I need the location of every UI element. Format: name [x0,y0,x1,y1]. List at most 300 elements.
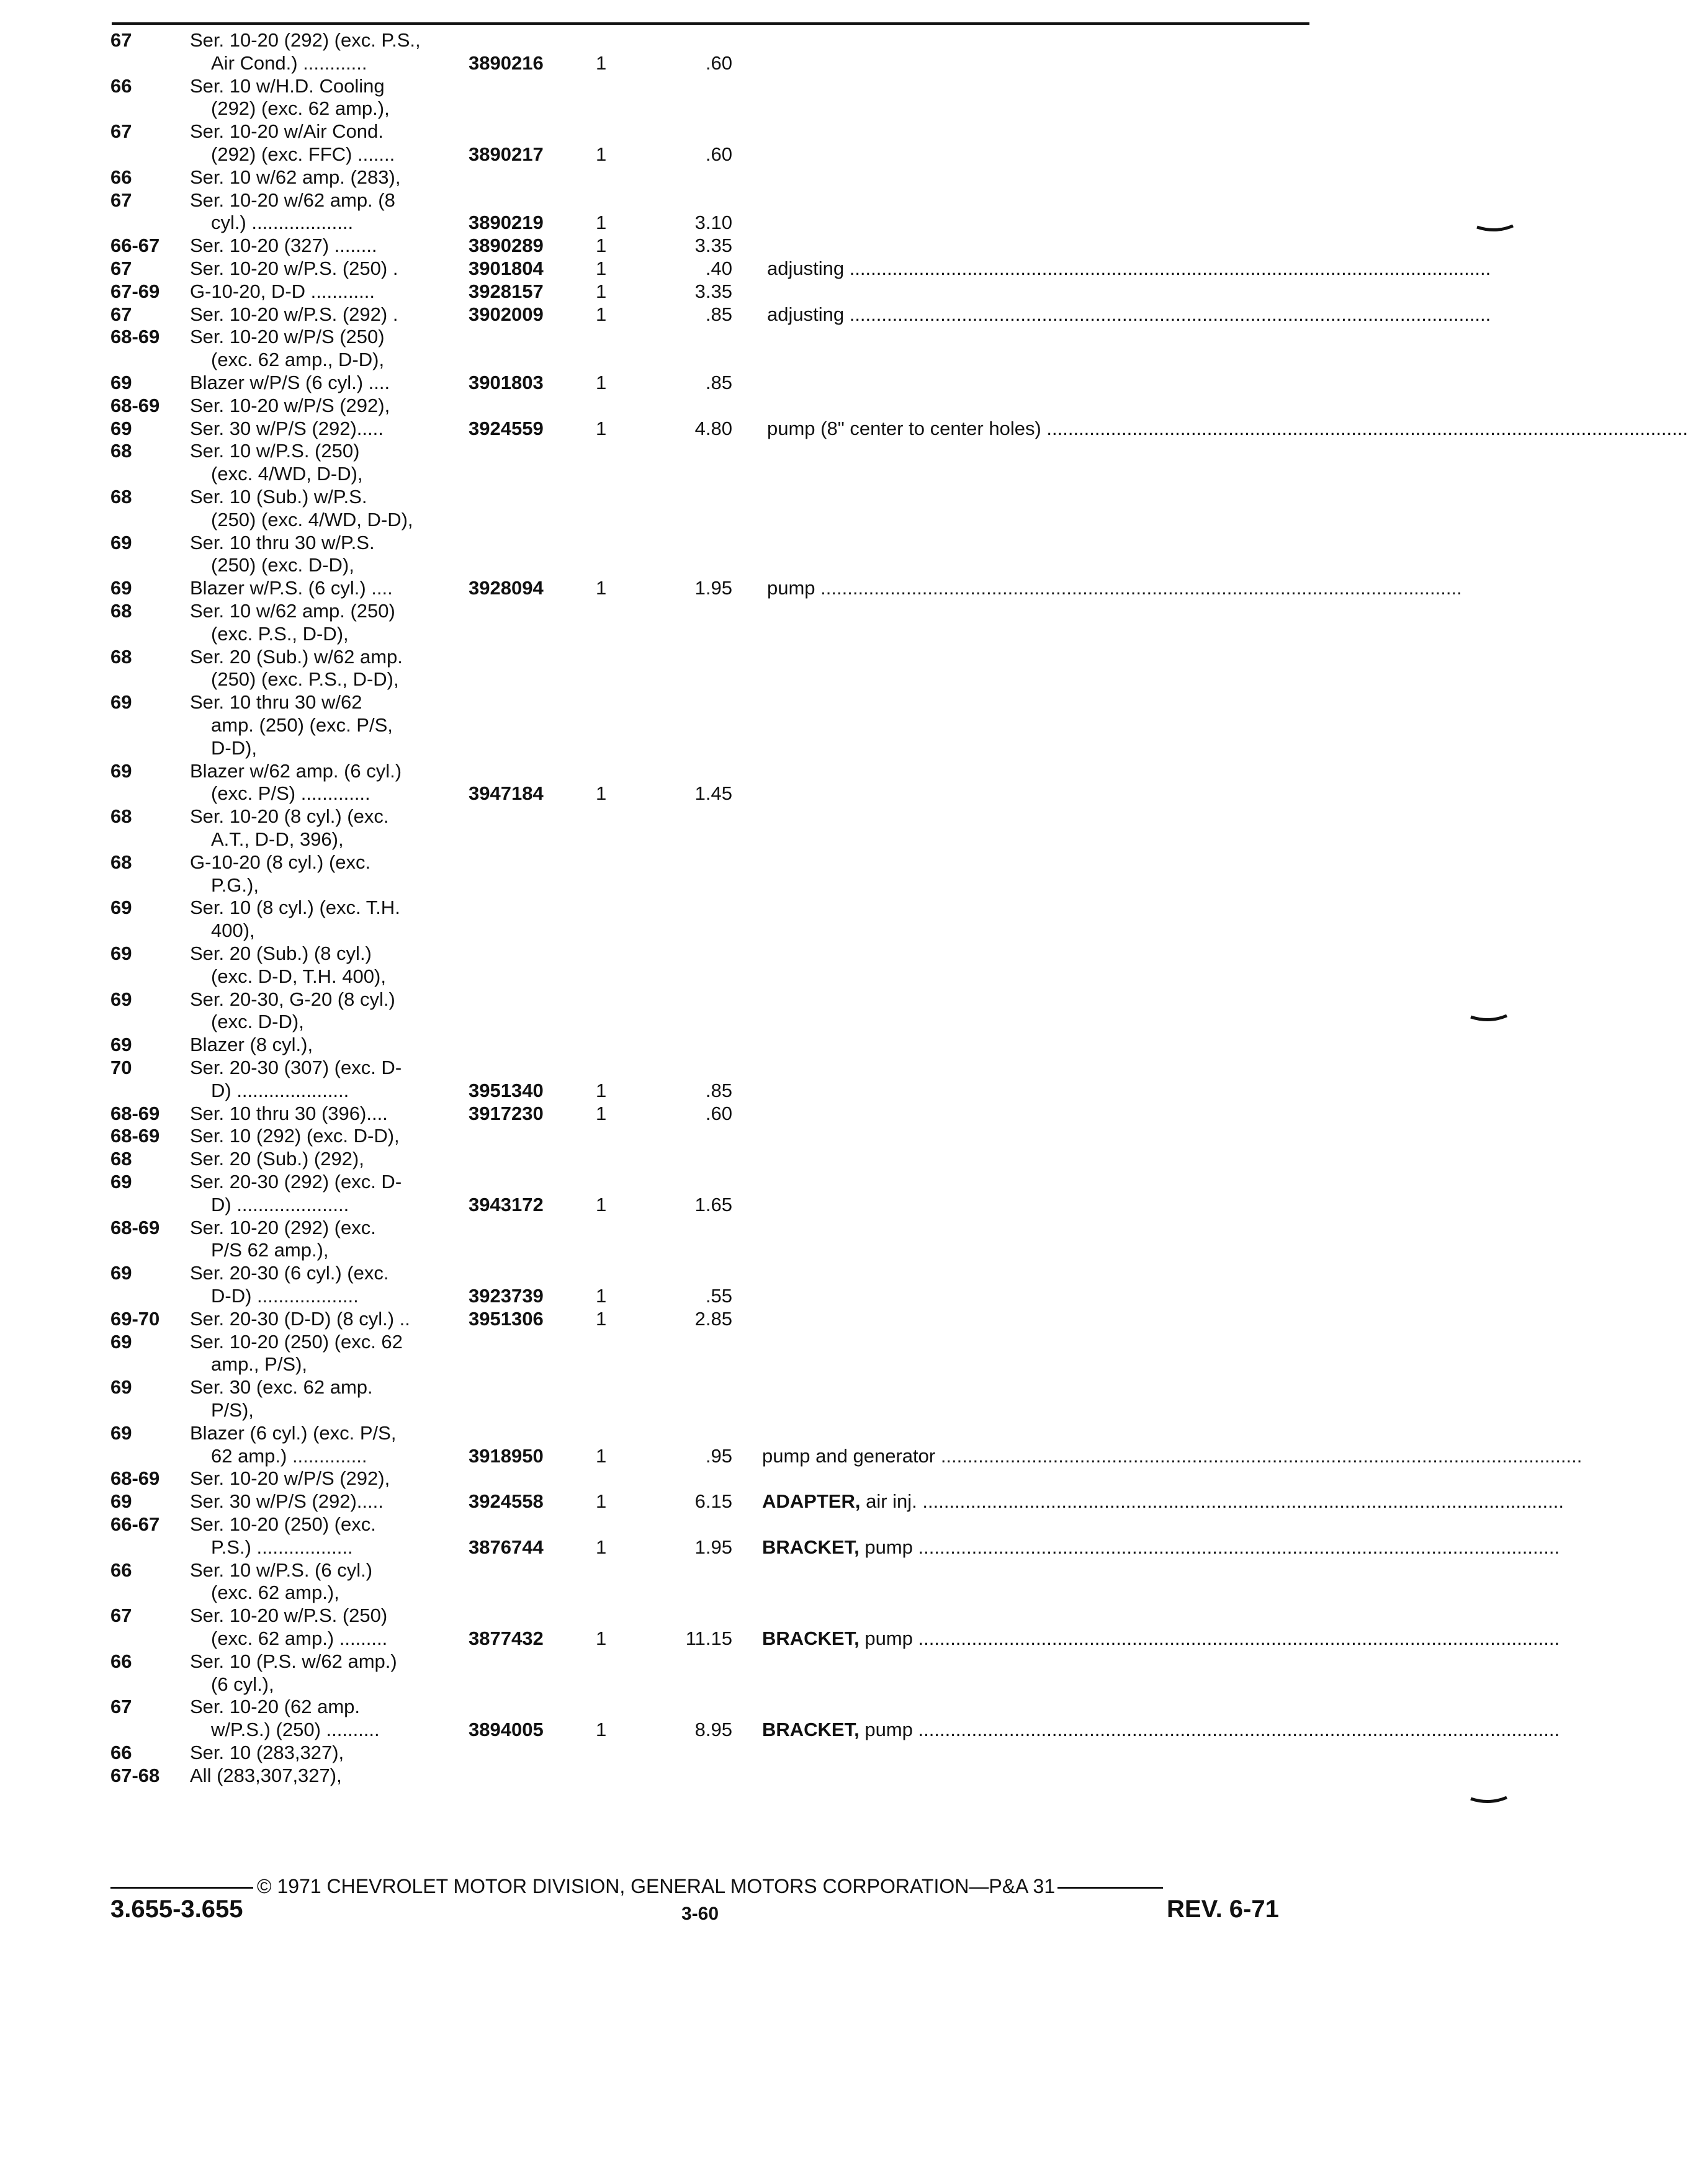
part-name: BRACKET, [762,1627,860,1649]
price: .95 [705,1445,732,1467]
price: .85 [705,372,732,393]
parts-row [0,553,1569,577]
description-text: pump (8" center to center holes) [767,418,1041,439]
part-description [762,1490,1564,1513]
price: 3.35 [694,235,732,256]
part-description [767,257,1491,280]
model-year: 69 [110,988,132,1010]
price: 3.10 [694,212,732,233]
application-text: Ser. 20 (Sub.) (8 cyl.) [190,942,372,964]
description-text: adjusting [767,303,845,325]
application-text: Ser. 10 (292) (exc. D-D), [190,1125,400,1147]
application-text: Air Cond.) ............ [211,52,367,74]
parts-row [0,531,1569,555]
part-number: 3901803 [469,372,544,393]
part-number: 3890219 [469,212,544,233]
leader-dots: ........................................................................................................................ [815,577,1462,599]
parts-row [0,988,1569,1011]
leader-dots: ........................................................................................................................ [912,1536,1560,1558]
model-year: 69 [110,1034,132,1055]
part-number: 3876744 [469,1536,544,1558]
application-text: amp., P/S), [211,1353,308,1375]
parts-row [0,668,1569,691]
application-text: Ser. 20-30 (D-D) (8 cyl.) .. [190,1308,410,1330]
revision-label: REV. 6-71 [1167,1895,1279,1923]
model-year: 66 [110,166,132,188]
price: .85 [705,303,732,325]
parts-row [0,1421,1569,1445]
model-year: 68 [110,646,132,668]
model-year: 67 [110,29,132,51]
margin-mark [1471,1014,1507,1023]
model-year: 68 [110,1148,132,1170]
model-year: 68-69 [110,1103,160,1124]
parts-row [0,280,1569,303]
application-text: Ser. 20-30 (307) (exc. D- [190,1057,402,1078]
quantity: 1 [596,1536,607,1558]
model-year: 69 [110,1331,132,1353]
quantity: 1 [596,280,607,302]
application-text: Blazer w/62 amp. (6 cyl.) [190,760,402,782]
model-year: 68 [110,600,132,622]
model-year: 68-69 [110,1125,160,1147]
part-number: 3923739 [469,1285,544,1307]
parts-row [0,1056,1569,1080]
quantity: 1 [596,1490,607,1512]
model-year: 70 [110,1057,132,1078]
application-text: 62 amp.) .............. [211,1445,367,1467]
parts-row [0,622,1569,646]
model-year: 67 [110,257,132,279]
application-text: Blazer w/P.S. (6 cyl.) .... [190,577,393,599]
application-text: Ser. 10-20 (62 amp. [190,1696,360,1717]
parts-row [0,691,1569,714]
parts-row [0,348,1569,372]
model-year: 66-67 [110,235,160,256]
application-text: Ser. 10 thru 30 (396).... [190,1103,388,1124]
part-description [762,1444,1582,1468]
application-text: Ser. 10 (283,327), [190,1742,344,1763]
leader-dots: ........................................................................................................................ [917,1490,1564,1512]
price: .40 [705,257,732,279]
application-text: (292) (exc. FFC) ....... [211,143,395,165]
model-year: 67 [110,120,132,142]
parts-row [0,599,1569,623]
parts-row [0,303,1569,326]
application-text: Ser. 20 (Sub.) (292), [190,1148,364,1170]
part-name: BRACKET, [762,1719,860,1740]
application-text: Ser. 10-20 w/P.S. (250) . [190,257,398,279]
application-text: Ser. 10 (P.S. w/62 amp.) [190,1650,397,1672]
parts-row [0,714,1569,737]
application-text: Ser. 10-20 (292) (exc. P.S., [190,29,421,51]
application-text: Ser. 10 w/H.D. Cooling [190,75,385,97]
part-number: 3924558 [469,1490,544,1512]
model-year: 68-69 [110,1217,160,1238]
application-text: (exc. 62 amp.) ......... [211,1627,388,1649]
part-description [762,1718,1560,1742]
parts-row [0,1695,1569,1719]
description-text: air inj. [866,1490,917,1512]
application-text: Ser. 10-20 (327) ........ [190,235,377,256]
price: .60 [705,52,732,74]
quantity: 1 [596,1627,607,1649]
leader-dots: ........................................................................................................................ [1041,418,1688,439]
price: .60 [705,1103,732,1124]
application-text: (exc. D-D), [211,1011,304,1032]
application-text: G-10-20 (8 cyl.) (exc. [190,851,371,873]
model-year: 67-69 [110,280,160,302]
quantity: 1 [596,212,607,233]
description-text: pump [864,1719,913,1740]
application-text: Ser. 10 w/62 amp. (250) [190,600,395,622]
parts-row [0,462,1569,486]
parts-row [0,1513,1569,1536]
parts-row [0,234,1569,257]
model-year: 69 [110,577,132,599]
parts-row [0,508,1569,532]
parts-row [0,828,1569,851]
parts-row [0,736,1569,760]
quantity: 1 [596,1103,607,1124]
parts-row [0,120,1569,143]
model-year: 68-69 [110,1467,160,1489]
quantity: 1 [596,1285,607,1307]
leader-dots: ........................................................................................................................ [935,1445,1582,1467]
section-number: 3.655-3.655 [110,1895,243,1923]
model-year: 69 [110,1422,132,1444]
price: 1.45 [694,782,732,804]
parts-row [0,166,1569,189]
application-text: (exc. 62 amp.), [211,1582,339,1603]
leader-dots: ........................................................................................................................ [844,257,1491,279]
parts-row [0,1559,1569,1582]
model-year: 66-67 [110,1513,160,1535]
application-text: Ser. 10-20 (250) (exc. 62 [190,1331,403,1353]
price: 1.95 [694,1536,732,1558]
model-year: 69 [110,1171,132,1193]
description-text: adjusting [767,257,845,279]
parts-row [0,1216,1569,1240]
application-text: Ser. 10-20 w/Air Cond. [190,120,384,142]
application-text: w/P.S.) (250) .......... [211,1719,380,1740]
quantity: 1 [596,143,607,165]
parts-row [0,1764,1569,1788]
parts-row [0,576,1569,600]
model-year: 69 [110,691,132,713]
model-year: 66 [110,1742,132,1763]
application-text: A.T., D-D, 396), [211,828,344,850]
model-year: 67 [110,1604,132,1626]
part-number: 3918950 [469,1445,544,1467]
application-text: P.S.) .................. [211,1536,353,1558]
part-description [767,576,1462,600]
model-year: 69 [110,942,132,964]
part-number: 3902009 [469,303,544,325]
application-text: Ser. 10-20 (292) (exc. [190,1217,376,1238]
price: 6.15 [694,1490,732,1512]
application-text: 400), [211,920,255,941]
model-year: 67-68 [110,1765,160,1786]
part-number: 3951306 [469,1308,544,1330]
application-text: D) ..................... [211,1194,349,1215]
price: 3.35 [694,280,732,302]
price: .60 [705,143,732,165]
price: .85 [705,1080,732,1101]
model-year: 67 [110,189,132,211]
quantity: 1 [596,1308,607,1330]
parts-row [0,371,1569,395]
part-number: 3890289 [469,235,544,256]
parts-row [0,1124,1569,1148]
part-number: 3951340 [469,1080,544,1101]
application-text: Ser. 10 (8 cyl.) (exc. T.H. [190,897,400,918]
application-text: P/S), [211,1399,254,1421]
parts-row [0,851,1569,874]
parts-row [0,782,1569,805]
application-text: (250) (exc. D-D), [211,554,354,576]
quantity: 1 [596,1194,607,1215]
application-text: (exc. D-D, T.H. 400), [211,965,386,987]
footer-rule-right [1057,1887,1163,1889]
part-number: 3928157 [469,280,544,302]
parts-row [0,1627,1569,1650]
parts-row [0,965,1569,988]
price: 1.65 [694,1194,732,1215]
model-year: 69 [110,1490,132,1512]
parts-row [0,1673,1569,1696]
parts-row [0,1536,1569,1559]
application-text: Ser. 10-20 w/P/S (292), [190,395,390,416]
application-text: Ser. 20-30 (6 cyl.) (exc. [190,1262,389,1284]
page-number: 3-60 [681,1904,719,1924]
model-year: 69 [110,897,132,918]
parts-row [0,1147,1569,1171]
parts-row [0,485,1569,509]
parts-row [0,1261,1569,1285]
parts-row [0,1376,1569,1399]
price: 11.15 [685,1627,732,1649]
part-number: 3924559 [469,418,544,439]
parts-row [0,1010,1569,1034]
application-text: (6 cyl.), [211,1673,274,1695]
application-text: Ser. 10 w/P.S. (250) [190,440,360,462]
application-text: Ser. 10 thru 30 w/P.S. [190,532,375,553]
application-text: Ser. 10-20 w/P.S. (250) [190,1604,388,1626]
description-text: pump [767,577,815,599]
application-text: Ser. 10-20 w/P/S (250) [190,326,385,347]
model-year: 69 [110,532,132,553]
leader-dots: ........................................................................................................................ [844,303,1491,325]
parts-row [0,1718,1569,1742]
parts-row [0,1102,1569,1126]
description-text: pump [864,1627,913,1649]
parts-row [0,1330,1569,1354]
quantity: 1 [596,235,607,256]
application-text: (exc. P/S) ............. [211,782,370,804]
application-text: (292) (exc. 62 amp.), [211,97,390,119]
application-text: D-D) ................... [211,1285,359,1307]
application-text: D) ..................... [211,1080,349,1101]
application-text: Ser. 10 thru 30 w/62 [190,691,362,713]
margin-mark [1471,1796,1507,1805]
price: 8.95 [694,1719,732,1740]
parts-row [0,29,1569,52]
quantity: 1 [596,1719,607,1740]
part-name: BRACKET, [762,1536,860,1558]
parts-row [0,1604,1569,1627]
application-text: Ser. 30 w/P/S (292)..... [190,418,384,439]
application-text: Blazer (6 cyl.) (exc. P/S, [190,1422,397,1444]
part-number: 3890216 [469,52,544,74]
application-text: Ser. 20-30, G-20 (8 cyl.) [190,988,395,1010]
quantity: 1 [596,303,607,325]
application-text: Blazer w/P/S (6 cyl.) .... [190,372,390,393]
application-text: Ser. 10 w/P.S. (6 cyl.) [190,1559,373,1581]
parts-row [0,1467,1569,1490]
model-year: 68-69 [110,326,160,347]
application-text: Ser. 10-20 w/62 amp. (8 [190,189,395,211]
margin-mark [1477,225,1513,233]
application-text: Ser. 20-30 (292) (exc. D- [190,1171,402,1193]
parts-row [0,1193,1569,1217]
parts-row [0,1490,1569,1513]
parts-row [0,1170,1569,1194]
model-year: 67 [110,303,132,325]
parts-row [0,805,1569,828]
parts-row [0,143,1569,166]
description-text: pump [864,1536,913,1558]
application-text: G-10-20, D-D ............ [190,280,375,302]
application-text: (exc. P.S., D-D), [211,623,349,645]
quantity: 1 [596,1445,607,1467]
application-text: (exc. 62 amp., D-D), [211,349,385,370]
application-text: Ser. 10 (Sub.) w/P.S. [190,486,367,508]
model-year: 69 [110,1376,132,1398]
parts-row [0,1444,1582,1468]
application-text: Blazer (8 cyl.), [190,1034,313,1055]
price: 1.95 [694,577,732,599]
application-text: D-D), [211,737,258,759]
application-text: Ser. 20 (Sub.) w/62 amp. [190,646,403,668]
parts-row [0,919,1569,942]
footer-rule-left [110,1887,253,1889]
part-description [767,417,1688,441]
parts-row [0,211,1569,235]
price: 2.85 [694,1308,732,1330]
model-year: 68 [110,486,132,508]
application-text: Ser. 10-20 (8 cyl.) (exc. [190,805,389,827]
parts-row [0,1079,1569,1103]
model-year: 66 [110,1559,132,1581]
part-description [762,1536,1560,1559]
application-text: Ser. 10-20 (250) (exc. [190,1513,376,1535]
application-text: (250) (exc. 4/WD, D-D), [211,509,413,530]
application-text: P/S 62 amp.), [211,1239,329,1261]
application-text: amp. (250) (exc. P/S, [211,714,393,736]
leader-dots: ........................................................................................................................ [912,1627,1560,1649]
application-text: cyl.) ................... [211,212,354,233]
application-text: Ser. 10 w/62 amp. (283), [190,166,401,188]
model-year: 66 [110,75,132,97]
part-number: 3917230 [469,1103,544,1124]
parts-row [0,1399,1569,1422]
model-year: 69 [110,418,132,439]
parts-row [0,394,1569,418]
parts-row [0,1238,1569,1262]
model-year: 67 [110,1696,132,1717]
parts-row [0,439,1569,463]
quantity: 1 [596,577,607,599]
model-year: 68 [110,805,132,827]
part-number: 3894005 [469,1719,544,1740]
model-year: 69 [110,372,132,393]
quantity: 1 [596,782,607,804]
price: .55 [705,1285,732,1307]
part-name: ADAPTER, [762,1490,861,1512]
parts-row [0,257,1569,280]
parts-row [0,1284,1569,1308]
application-text: All (283,307,327), [190,1765,342,1786]
leader-dots: ........................................................................................................................ [912,1719,1560,1740]
parts-row [0,874,1569,897]
model-year: 68-69 [110,395,160,416]
part-description [762,1627,1560,1650]
part-number: 3947184 [469,782,544,804]
model-year: 69 [110,1262,132,1284]
price: 4.80 [694,418,732,439]
part-number: 3943172 [469,1194,544,1215]
part-number: 3901804 [469,257,544,279]
model-year: 68 [110,440,132,462]
parts-row [0,896,1569,920]
parts-row [0,1307,1569,1331]
model-year: 68 [110,851,132,873]
model-year: 66 [110,1650,132,1672]
part-description [767,303,1491,326]
description-text: pump and generator [762,1445,936,1467]
quantity: 1 [596,52,607,74]
parts-row [0,189,1569,212]
quantity: 1 [596,418,607,439]
parts-row [0,1353,1569,1376]
parts-row [0,97,1569,120]
parts-row [0,417,1688,441]
parts-row [0,1033,1569,1057]
parts-row [0,1581,1569,1604]
part-number: 3928094 [469,577,544,599]
quantity: 1 [596,372,607,393]
application-text: P.G.), [211,874,259,896]
copyright-text: © 1971 CHEVROLET MOTOR DIVISION, GENERAL MOTORS CORPORATION—P&A 31 [257,1875,1056,1897]
application-text: Ser. 30 w/P/S (292)..... [190,1490,384,1512]
parts-row [0,645,1569,669]
part-number: 3877432 [469,1627,544,1649]
parts-row [0,1741,1569,1765]
application-text: Ser. 30 (exc. 62 amp. [190,1376,373,1398]
application-text: (250) (exc. P.S., D-D), [211,668,399,690]
application-text: (exc. 4/WD, D-D), [211,463,363,485]
model-year: 69 [110,760,132,782]
part-number: 3890217 [469,143,544,165]
footer-copyright-line [110,1874,1308,1899]
application-text: Ser. 10-20 w/P/S (292), [190,1467,390,1489]
parts-row [0,1650,1569,1673]
quantity: 1 [596,1080,607,1101]
parts-row [0,759,1569,783]
quantity: 1 [596,257,607,279]
application-text: Ser. 10-20 w/P.S. (292) . [190,303,398,325]
